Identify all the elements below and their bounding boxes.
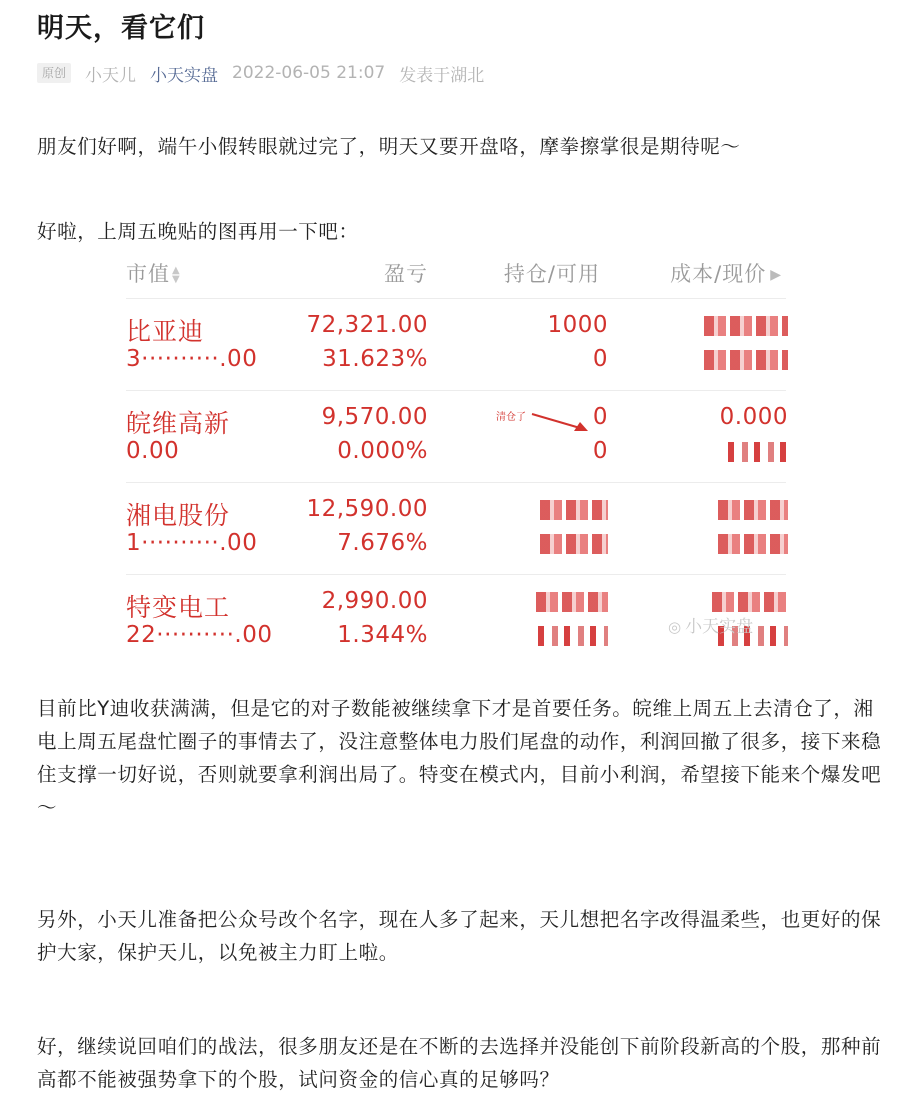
available: 0: [592, 346, 608, 372]
stock-name: 比亚迪: [126, 317, 205, 346]
header-market-value[interactable]: 市值 ▲ ▼: [126, 262, 181, 286]
profit: 12,590.00: [306, 496, 428, 522]
market-value: 22··········.00: [126, 622, 273, 648]
sort-updown-icon: ▲ ▼: [172, 265, 181, 285]
account-link[interactable]: 小天实盘: [150, 65, 219, 86]
paragraph-4: 另外，小天儿准备把公众号改个名字，现在人多了起来，天儿想把名字改得温柔些，也更好的保护大家，保护天儿，以免被主力盯上啦。: [37, 908, 882, 964]
wechat-icon: ◎: [668, 618, 682, 636]
article-meta: [37, 60, 484, 86]
header-cost-price[interactable]: 成本/现价 ▶: [670, 262, 782, 286]
chevron-right-icon: ▶: [770, 267, 782, 283]
cost-redacted: [704, 312, 788, 338]
market-value: 0.00: [126, 438, 180, 464]
publish-location: 发表于湖北: [399, 65, 485, 86]
profit-percent: 7.676%: [337, 530, 428, 556]
article-title: 明天，看它们: [37, 13, 205, 44]
header-profit-loss[interactable]: 盈亏: [384, 262, 428, 286]
position-redacted: [536, 588, 608, 614]
original-tag: 原创: [37, 63, 71, 83]
cost: 0.000: [719, 404, 788, 430]
watermark: ◎ 小天实盘: [668, 617, 754, 637]
holdings-screenshot: [120, 248, 800, 658]
annotation-cleared: 清仓了: [496, 412, 526, 423]
profit: 72,321.00: [306, 312, 428, 338]
stock-name: 特变电工: [126, 593, 231, 622]
available-redacted: [538, 622, 608, 648]
profit-percent: 31.623%: [322, 346, 428, 372]
divider: [126, 574, 786, 575]
profit-percent: 0.000%: [337, 438, 428, 464]
holding-row[interactable]: [120, 302, 800, 392]
available: 0: [592, 438, 608, 464]
paragraph-5: 好，继续说回咱们的战法，很多朋友还是在不断的去选择并没能创下前阶段新高的个股，那种前高都不能被强势拿下的个股，试问资金的信心真的足够吗？: [37, 1035, 882, 1091]
position: 1000: [547, 312, 608, 338]
profit: 9,570.00: [321, 404, 428, 430]
position-redacted: [540, 496, 608, 522]
profit: 2,990.00: [321, 588, 428, 614]
stock-name: 皖维高新: [126, 409, 231, 438]
divider: [126, 390, 786, 391]
cost-redacted: [712, 588, 788, 614]
arrow-icon: [530, 410, 590, 434]
price-redacted: [728, 438, 788, 464]
price-redacted: [718, 530, 788, 556]
holding-row[interactable]: [120, 394, 800, 484]
paragraph-1: 朋友们好啊，端午小假转眼就过完了，明天又要开盘咯，摩拳擦掌很是期待呢～: [37, 135, 741, 158]
divider: [126, 482, 786, 483]
market-value: 3··········.00: [126, 346, 258, 372]
publish-date: 2022-06-05 21:07: [232, 63, 386, 83]
holding-row[interactable]: [120, 486, 800, 576]
header-position[interactable]: 持仓/可用: [503, 262, 600, 286]
stock-name: 湘电股份: [126, 501, 231, 530]
divider: [126, 298, 786, 299]
profit-percent: 1.344%: [337, 622, 428, 648]
cost-redacted: [718, 496, 788, 522]
price-redacted: [704, 346, 788, 372]
author-name[interactable]: 小天儿: [85, 65, 137, 86]
paragraph-2: 好啦，上周五晚贴的图再用一下吧：: [37, 220, 359, 243]
market-value: 1··········.00: [126, 530, 258, 556]
available-redacted: [540, 530, 608, 556]
paragraph-3: 目前比Y迪收获满满，但是它的对子数能被继续拿下才是首要任务。皖维上周五上去清仓了，湘电上周五尾盘忙圈子的事情去了，没注意整体电力股们尾盘的动作，利润回撤了很多，接下来稳住支撑一切好说，否则就要拿利润出局了。特变在模式内，目前小利润，希望接下能来个爆发吧～: [37, 697, 882, 819]
position: 0: [592, 404, 608, 430]
